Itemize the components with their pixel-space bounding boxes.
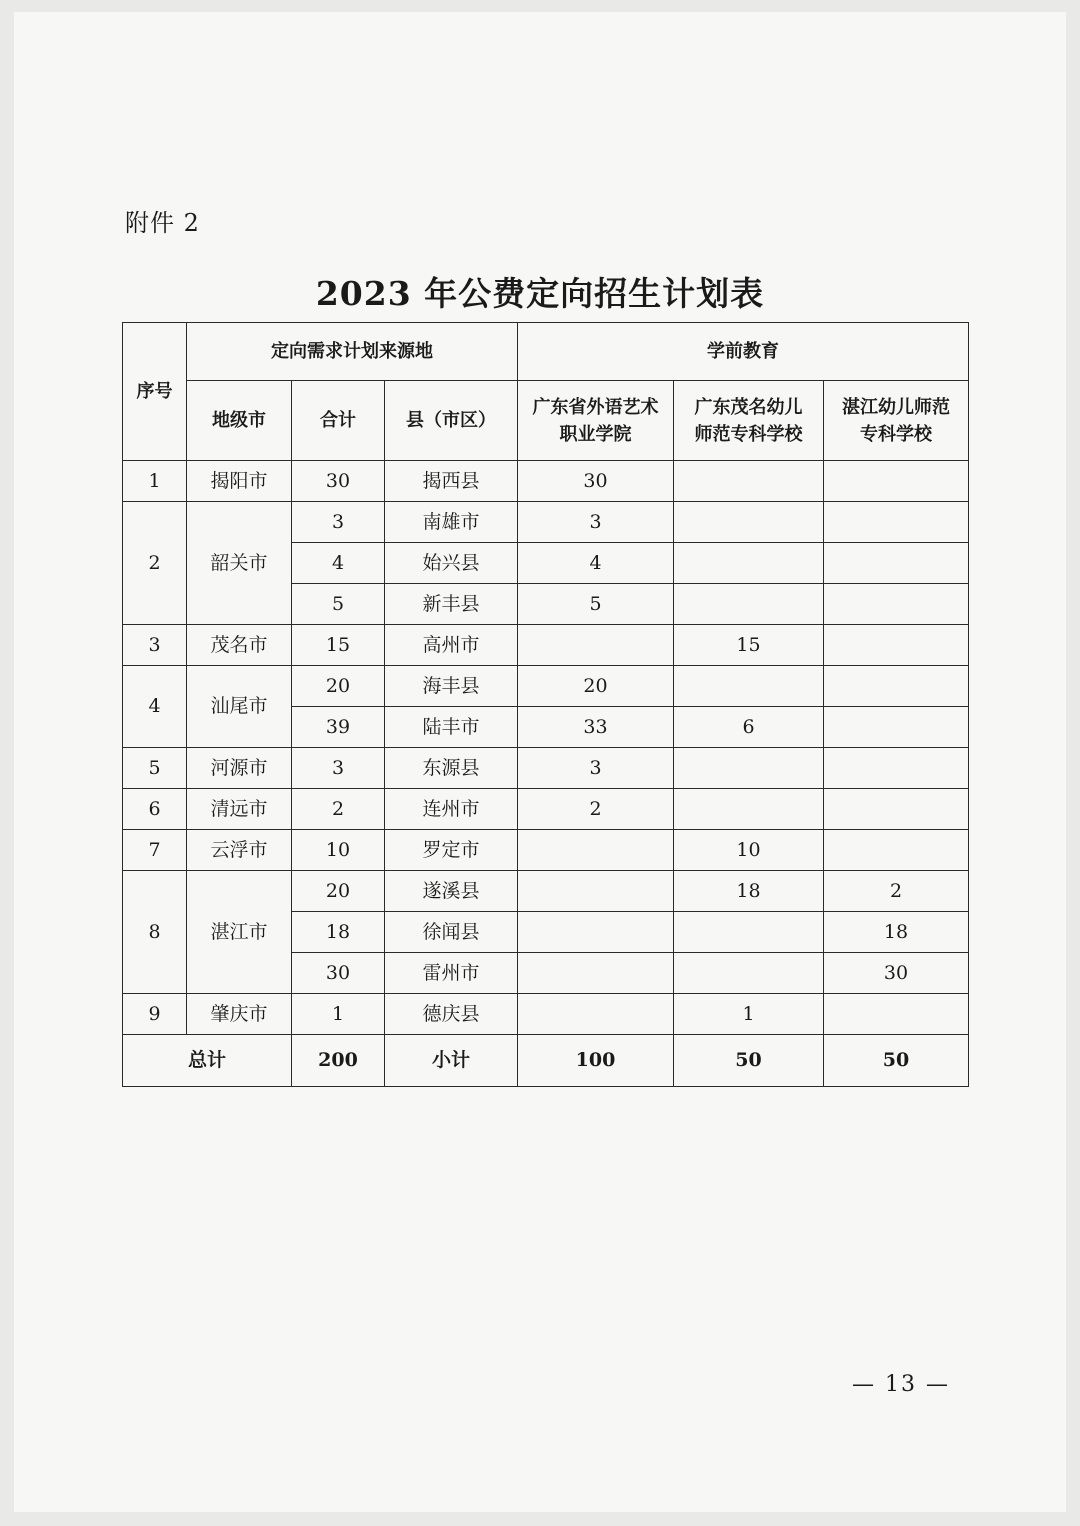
cell-school-2: [674, 502, 824, 543]
cell-county: 始兴县: [385, 543, 518, 584]
cell-city: 清远市: [187, 789, 292, 830]
cell-total: 3: [292, 748, 385, 789]
cell-school-1: 3: [518, 748, 674, 789]
cell-seq: 1: [123, 461, 187, 502]
cell-school-2: [674, 584, 824, 625]
cell-school-2: [674, 789, 824, 830]
table-row: [123, 461, 969, 502]
totals-label: 总计: [123, 1035, 292, 1087]
cell-school-3: [824, 994, 969, 1035]
cell-school-3: [824, 830, 969, 871]
cell-school-3: [824, 789, 969, 830]
totals-school-2: 50: [674, 1035, 824, 1087]
cell-seq: 6: [123, 789, 187, 830]
cell-school-1: [518, 830, 674, 871]
cell-school-1: 5: [518, 584, 674, 625]
cell-county: 新丰县: [385, 584, 518, 625]
cell-school-2: [674, 912, 824, 953]
cell-county: 海丰县: [385, 666, 518, 707]
table-row: [123, 502, 969, 543]
header-county: 县（市区）: [385, 381, 518, 461]
totals-total: 200: [292, 1035, 385, 1087]
table-row: [123, 871, 969, 912]
header-school-3: 湛江幼儿师范专科学校: [824, 381, 969, 461]
cell-school-1: 33: [518, 707, 674, 748]
attachment-label: 附件 2: [125, 209, 200, 237]
cell-total: 2: [292, 789, 385, 830]
cell-total: 1: [292, 994, 385, 1035]
cell-school-3: [824, 461, 969, 502]
cell-school-1: 4: [518, 543, 674, 584]
cell-total: 20: [292, 666, 385, 707]
header-source-group: 定向需求计划来源地: [187, 323, 518, 381]
cell-school-1: [518, 625, 674, 666]
cell-county: 高州市: [385, 625, 518, 666]
cell-total: 39: [292, 707, 385, 748]
header-row-2: [123, 381, 969, 461]
cell-city: 茂名市: [187, 625, 292, 666]
cell-city: 湛江市: [187, 871, 292, 994]
cell-total: 30: [292, 953, 385, 994]
cell-school-1: [518, 871, 674, 912]
cell-total: 20: [292, 871, 385, 912]
cell-school-2: 10: [674, 830, 824, 871]
cell-school-1: [518, 953, 674, 994]
header-city: 地级市: [187, 381, 292, 461]
totals-row: [123, 1035, 969, 1087]
cell-school-3: 18: [824, 912, 969, 953]
cell-school-1: [518, 912, 674, 953]
cell-school-1: 30: [518, 461, 674, 502]
cell-total: 10: [292, 830, 385, 871]
cell-school-2: [674, 461, 824, 502]
cell-county: 陆丰市: [385, 707, 518, 748]
cell-total: 30: [292, 461, 385, 502]
cell-school-2: 15: [674, 625, 824, 666]
cell-seq: 9: [123, 994, 187, 1035]
cell-city: 汕尾市: [187, 666, 292, 748]
cell-total: 18: [292, 912, 385, 953]
cell-school-3: 30: [824, 953, 969, 994]
cell-school-2: [674, 543, 824, 584]
cell-school-3: [824, 502, 969, 543]
header-edu-group: 学前教育: [518, 323, 969, 381]
cell-city: 肇庆市: [187, 994, 292, 1035]
cell-seq: 3: [123, 625, 187, 666]
table-row: [123, 994, 969, 1035]
enrollment-plan-table: [122, 322, 969, 1087]
cell-total: 4: [292, 543, 385, 584]
cell-city: 揭阳市: [187, 461, 292, 502]
header-seq: 序号: [123, 323, 187, 461]
cell-school-3: [824, 625, 969, 666]
cell-county: 东源县: [385, 748, 518, 789]
header-school-1: 广东省外语艺术职业学院: [518, 381, 674, 461]
cell-school-3: [824, 748, 969, 789]
cell-seq: 7: [123, 830, 187, 871]
cell-school-3: 2: [824, 871, 969, 912]
header-school-2: 广东茂名幼儿师范专科学校: [674, 381, 824, 461]
cell-total: 15: [292, 625, 385, 666]
cell-total: 3: [292, 502, 385, 543]
page-number: — 13 —: [852, 1372, 950, 1397]
cell-county: 雷州市: [385, 953, 518, 994]
subtotal-label: 小计: [385, 1035, 518, 1087]
cell-county: 罗定市: [385, 830, 518, 871]
cell-school-3: [824, 543, 969, 584]
cell-school-2: [674, 666, 824, 707]
cell-school-3: [824, 584, 969, 625]
cell-seq: 8: [123, 871, 187, 994]
page-title: 2023 年公费定向招生计划表: [315, 274, 765, 313]
cell-seq: 2: [123, 502, 187, 625]
cell-school-1: 20: [518, 666, 674, 707]
header-total: 合计: [292, 381, 385, 461]
cell-county: 南雄市: [385, 502, 518, 543]
cell-county: 德庆县: [385, 994, 518, 1035]
totals-school-3: 50: [824, 1035, 969, 1087]
cell-city: 韶关市: [187, 502, 292, 625]
cell-school-2: 18: [674, 871, 824, 912]
cell-county: 徐闻县: [385, 912, 518, 953]
totals-school-1: 100: [518, 1035, 674, 1087]
cell-school-2: [674, 748, 824, 789]
table-row: [123, 748, 969, 789]
cell-school-3: [824, 666, 969, 707]
cell-school-2: 6: [674, 707, 824, 748]
table-row: [123, 625, 969, 666]
cell-seq: 5: [123, 748, 187, 789]
cell-school-1: [518, 994, 674, 1035]
cell-county: 遂溪县: [385, 871, 518, 912]
table-row: [123, 789, 969, 830]
cell-county: 连州市: [385, 789, 518, 830]
header-row-1: [123, 323, 969, 381]
cell-total: 5: [292, 584, 385, 625]
cell-seq: 4: [123, 666, 187, 748]
table-row: [123, 830, 969, 871]
cell-school-2: 1: [674, 994, 824, 1035]
cell-school-2: [674, 953, 824, 994]
table-row: [123, 666, 969, 707]
cell-school-3: [824, 707, 969, 748]
cell-school-1: 2: [518, 789, 674, 830]
cell-city: 河源市: [187, 748, 292, 789]
cell-city: 云浮市: [187, 830, 292, 871]
cell-county: 揭西县: [385, 461, 518, 502]
cell-school-1: 3: [518, 502, 674, 543]
